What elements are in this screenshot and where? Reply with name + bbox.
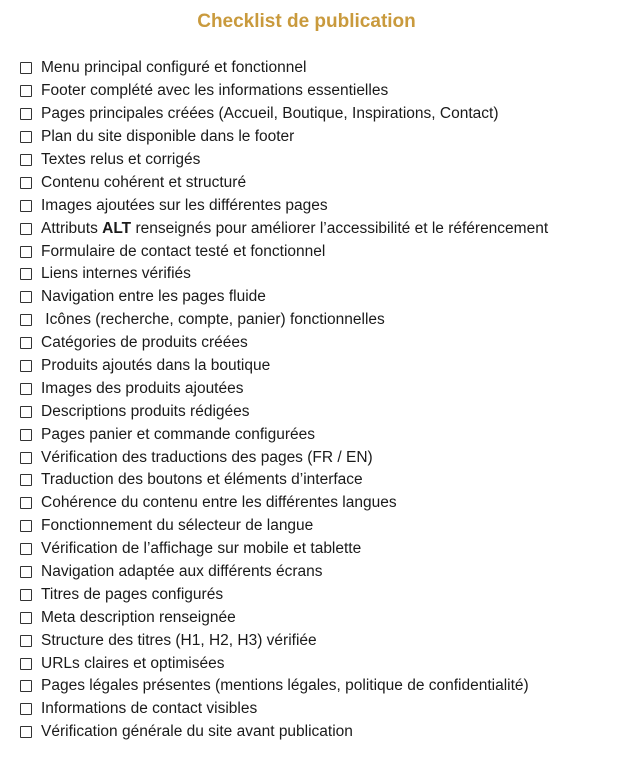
checkbox[interactable] xyxy=(20,108,32,120)
checklist-item-label: Pages légales présentes (mentions légales, politique de confidentialité) xyxy=(41,677,529,695)
checklist-item xyxy=(20,538,548,561)
checklist-item xyxy=(20,469,548,492)
checklist-item xyxy=(20,583,548,606)
checklist-item-label: Produits ajoutés dans la boutique xyxy=(41,357,271,375)
checklist-item-label: Vérification des traductions des pages (FR / EN) xyxy=(41,448,373,466)
checklist-item xyxy=(20,332,548,355)
checkbox[interactable] xyxy=(20,200,32,212)
checkbox[interactable] xyxy=(20,360,32,372)
checklist-item-label: Pages principales créées (Accueil, Boutique, Inspirations, Contact) xyxy=(41,105,499,123)
checklist-item-label: Fonctionnement du sélecteur de langue xyxy=(41,517,314,535)
checkbox[interactable] xyxy=(20,314,32,326)
checklist-item xyxy=(20,377,548,400)
checklist-item-label: Formulaire de contact testé et fonctionnel xyxy=(41,242,326,260)
checklist-item-label: Navigation entre les pages fluide xyxy=(41,288,266,306)
publication-checklist xyxy=(20,57,548,744)
checkbox[interactable] xyxy=(20,268,32,280)
checklist-item xyxy=(20,126,548,149)
checkbox[interactable] xyxy=(20,452,32,464)
checkbox[interactable] xyxy=(20,635,32,647)
checklist-item-label: Cohérence du contenu entre les différentes langues xyxy=(41,494,397,512)
checklist-item xyxy=(20,194,548,217)
page-title: Checklist de publication xyxy=(197,11,416,32)
checklist-item-label: Meta description renseignée xyxy=(41,608,236,626)
checklist-item xyxy=(20,309,548,332)
checkbox[interactable] xyxy=(20,85,32,97)
checklist-item xyxy=(20,263,548,286)
checklist-item-label: Traduction des boutons et éléments d’interface xyxy=(41,471,363,489)
checklist-item xyxy=(20,423,548,446)
checkbox[interactable] xyxy=(20,131,32,143)
checkbox[interactable] xyxy=(20,383,32,395)
label-bold: ALT xyxy=(102,219,132,237)
checklist-item xyxy=(20,721,548,744)
checkbox[interactable] xyxy=(20,658,32,670)
checkbox[interactable] xyxy=(20,680,32,692)
checklist-item xyxy=(20,561,548,584)
checklist-item-label: Liens internes vérifiés xyxy=(41,265,191,283)
checklist-item xyxy=(20,629,548,652)
checklist-item xyxy=(20,217,548,240)
checklist-item-label: Plan du site disponible dans le footer xyxy=(41,128,295,146)
checkbox[interactable] xyxy=(20,429,32,441)
checklist-item xyxy=(20,103,548,126)
checkbox[interactable] xyxy=(20,726,32,738)
checklist-item-label: Descriptions produits rédigées xyxy=(41,402,250,420)
checkbox[interactable] xyxy=(20,337,32,349)
checklist-item-label: Vérification générale du site avant publication xyxy=(41,723,353,741)
checklist-item xyxy=(20,675,548,698)
checklist-item xyxy=(20,149,548,172)
checklist-item xyxy=(20,652,548,675)
checklist-item-label: Pages panier et commande configurées xyxy=(41,425,315,443)
checklist-item-label: Structure des titres (H1, H2, H3) vérifiée xyxy=(41,631,317,649)
checklist-item xyxy=(20,355,548,378)
checklist-item-label: Contenu cohérent et structuré xyxy=(41,173,247,191)
checklist-item-label: URLs claires et optimisées xyxy=(41,654,225,672)
checkbox[interactable] xyxy=(20,612,32,624)
checklist-item-label: Textes relus et corrigés xyxy=(41,151,201,168)
checkbox[interactable] xyxy=(20,520,32,532)
checklist-item xyxy=(20,492,548,515)
checklist-item xyxy=(20,515,548,538)
checklist-item-label: Navigation adaptée aux différents écrans xyxy=(41,563,323,581)
checkbox[interactable] xyxy=(20,589,32,601)
checkbox[interactable] xyxy=(20,543,32,555)
checklist-item-label: Titres de pages configurés xyxy=(41,585,224,603)
checklist-item-label: Images ajoutées sur les différentes pages xyxy=(41,196,328,214)
checklist-item xyxy=(20,606,548,629)
checklist-item xyxy=(20,698,548,721)
label-suffix: renseignés pour améliorer l’accessibilité et le référencement xyxy=(131,219,549,237)
checklist-item xyxy=(20,286,548,309)
checklist-item-label: Catégories de produits créées xyxy=(41,334,248,352)
checklist-item-label: Icônes (recherche, compte, panier) fonctionnelles xyxy=(41,311,385,329)
checklist-item xyxy=(20,240,548,263)
checkbox[interactable] xyxy=(20,246,32,258)
label-prefix: Attributs xyxy=(41,219,103,237)
checklist-item xyxy=(20,400,548,423)
checklist-item xyxy=(20,57,548,80)
checkbox[interactable] xyxy=(20,291,32,303)
checklist-item-label xyxy=(41,220,548,238)
checkbox[interactable] xyxy=(20,154,32,166)
checkbox[interactable] xyxy=(20,223,32,235)
checklist-item-label: Footer complété avec les informations essentielles xyxy=(41,82,389,100)
checkbox[interactable] xyxy=(20,497,32,509)
checkbox[interactable] xyxy=(20,703,32,715)
checklist-item xyxy=(20,446,548,469)
checkbox[interactable] xyxy=(20,566,32,578)
checklist-item xyxy=(20,80,548,103)
checkbox[interactable] xyxy=(20,474,32,486)
checkbox[interactable] xyxy=(20,406,32,418)
checkbox[interactable] xyxy=(20,62,32,74)
checklist-item-label: Menu principal configuré et fonctionnel xyxy=(41,59,307,77)
checklist-item xyxy=(20,171,548,194)
checkbox[interactable] xyxy=(20,177,32,189)
checklist-item-label: Vérification de l’affichage sur mobile et tablette xyxy=(41,540,362,558)
checklist-item-label: Images des produits ajoutées xyxy=(41,379,244,397)
checklist-item-label: Informations de contact visibles xyxy=(41,700,258,718)
